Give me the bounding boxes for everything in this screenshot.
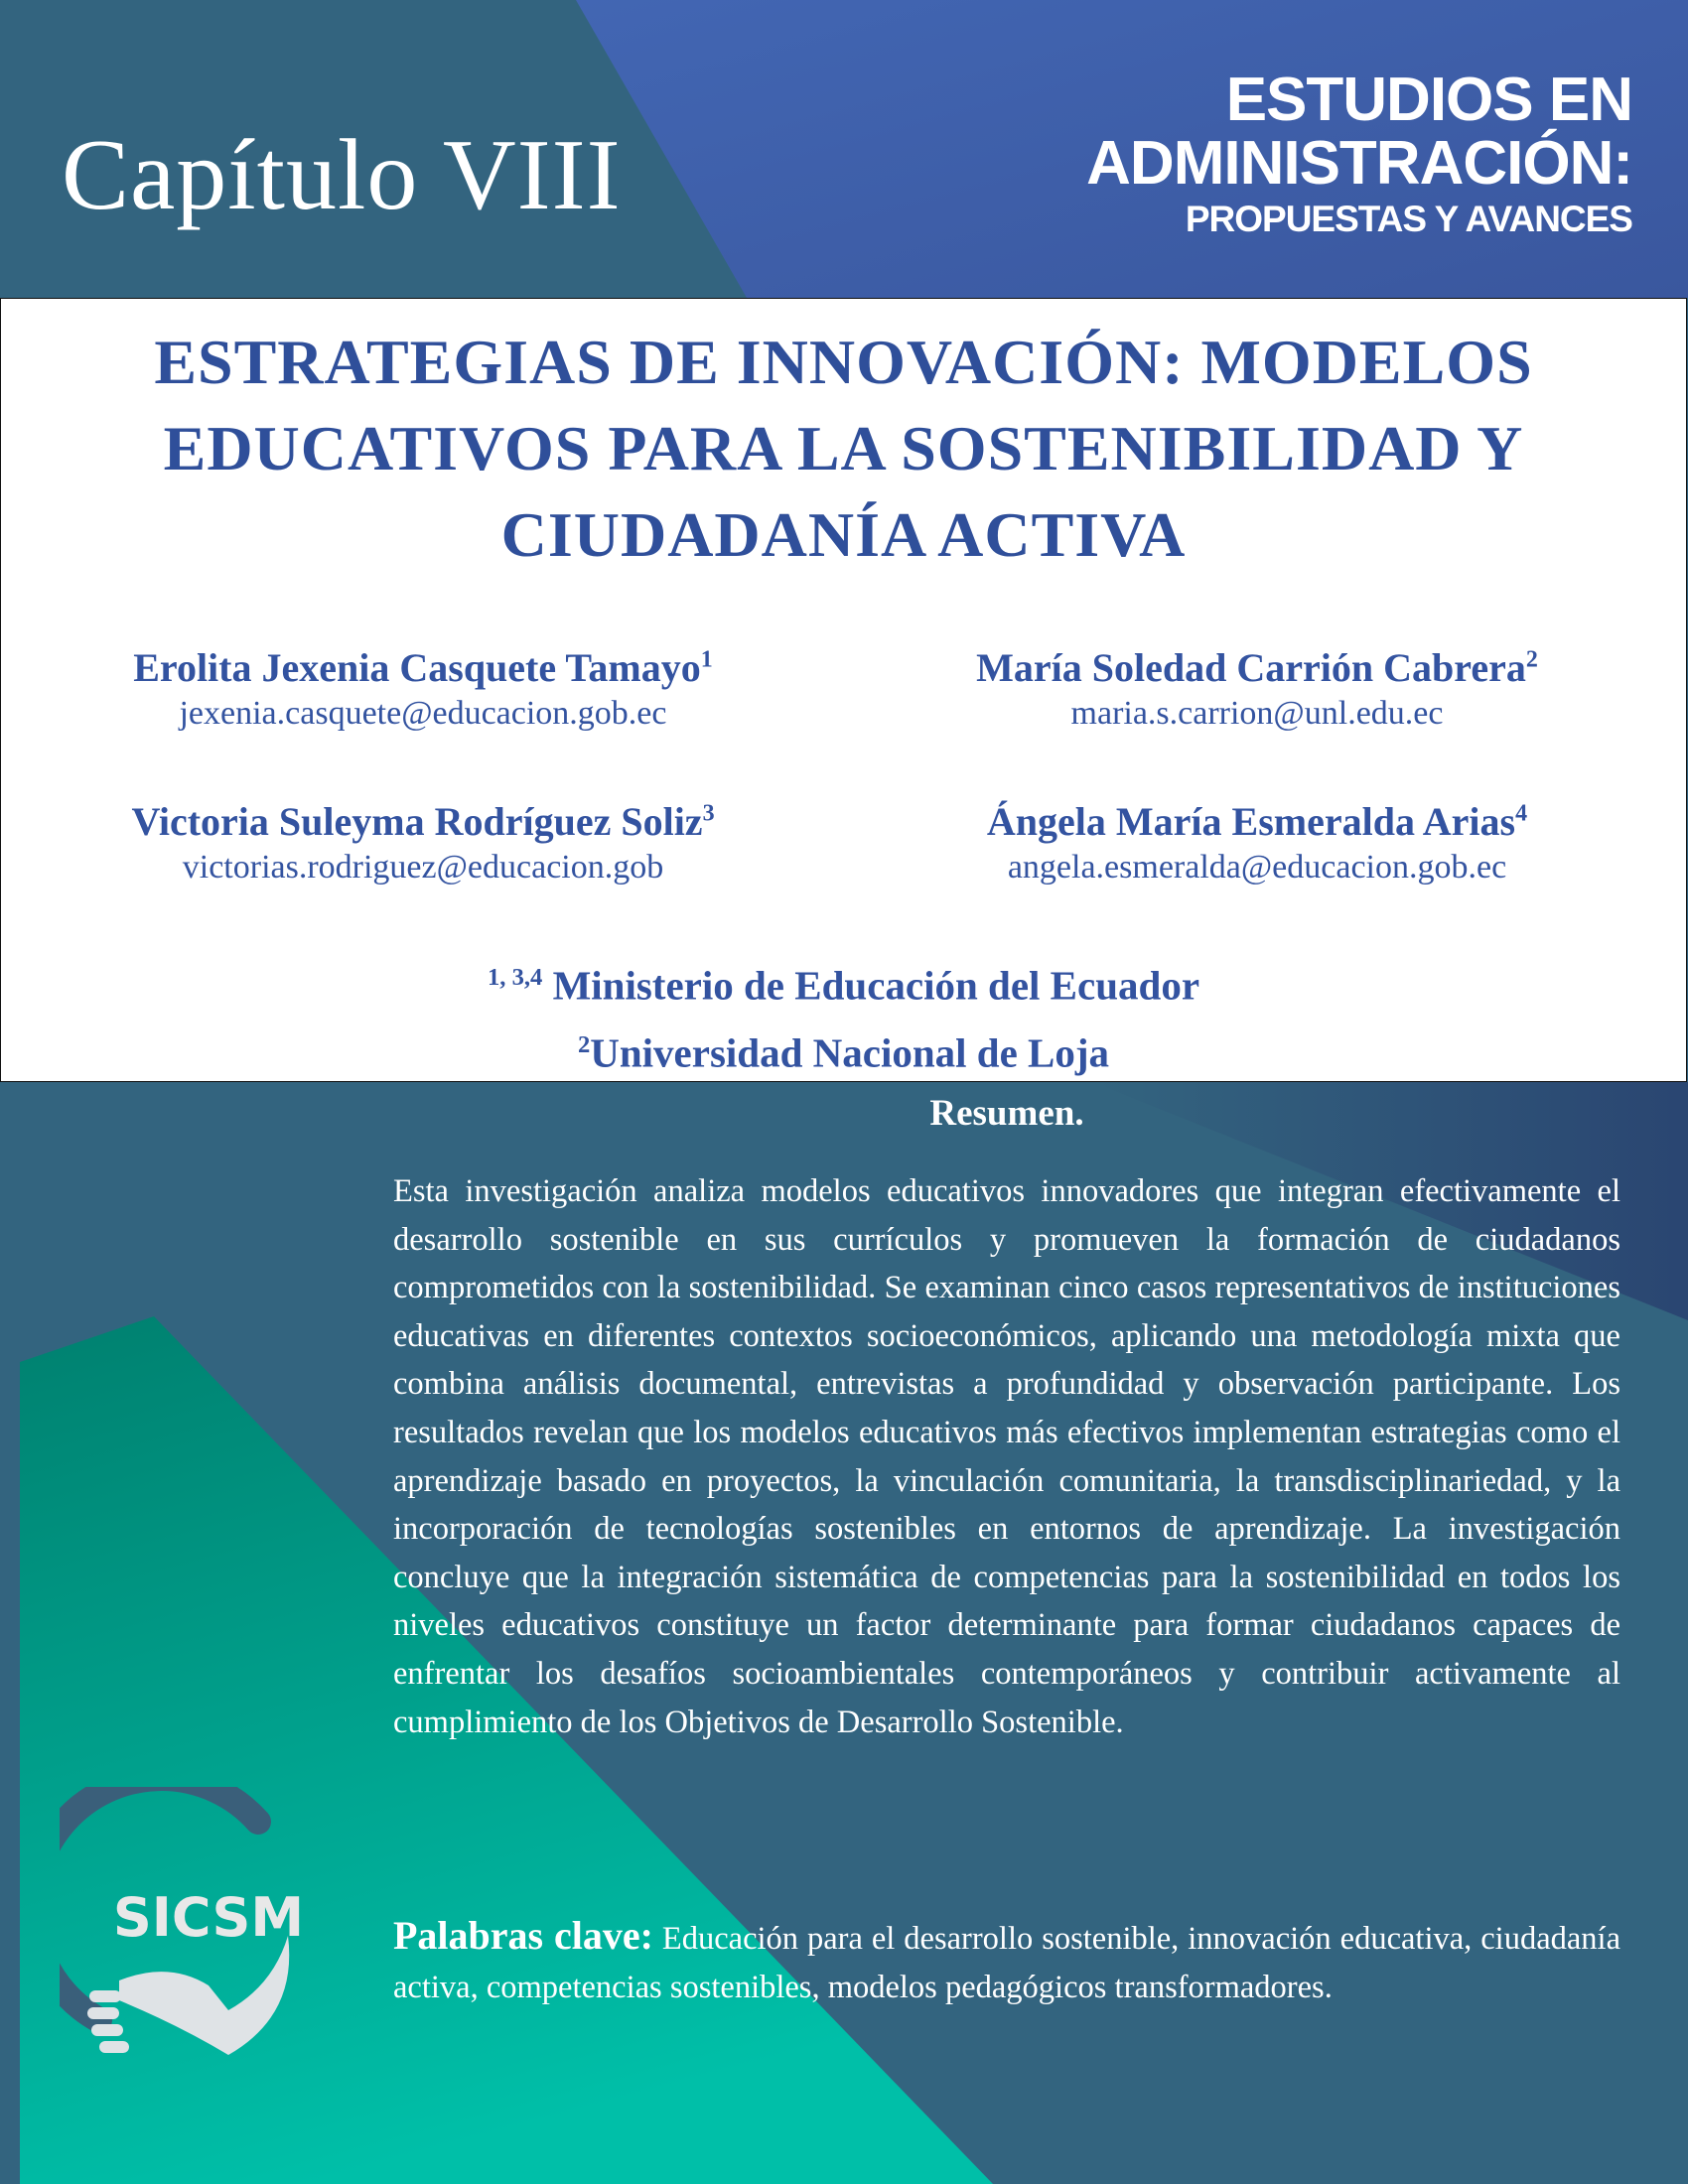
author-sup: 2 [1525,646,1538,673]
author-email[interactable]: angela.esmeralda@educacion.gob.ec [1007,849,1507,886]
chapter-label: Capítulo VIII [62,119,622,231]
author-sup: 1 [700,646,713,673]
author-name: Victoria Suleyma Rodríguez Soliz [131,799,703,844]
affiliation-2 [1,1016,1686,1083]
book-series-title [1086,66,1632,239]
abstract-heading: Resumen. [929,1093,1084,1134]
title-card [0,298,1687,1082]
affiliation-name: Ministerio de Educación del Ecuador [542,962,1200,1009]
affiliations [1,948,1686,1082]
affiliation-name: Universidad Nacional de Loja [590,1029,1110,1076]
author-2 [835,644,1679,733]
abstract-text: Esta investigación analiza modelos educativos innovadores que integran efectivamente el desarrollo sostenible en sus currículos y promueven la formación de ciudadanos comprometidos con la sostenibilidad. Se examinan cinco casos representativos de instituciones educativas en diferentes contextos socioeconómicos, aplicando una metodología mixta que combina análisis documental, entrevistas a profundidad y observación participante. Los resultados revelan que los modelos educativos más efectivos implementan estrategias como el aprendizaje basado en proyectos, la vinculación comunitaria, la transdisciplinariedad, y la incorporación de tecnologías sostenibles en entornos de aprendizaje. La investigación concluye que la integración sistemática de competencias para la sostenibilidad en todos los niveles educativos constituye un factor determinante para formar ciudadanos capaces de enfrentar los desafíos socioambientales contemporáneos y contribuir activamente al cumplimiento de los Objetivos de Desarrollo Sostenible. [393,1173,1620,1740]
author-email[interactable]: jexenia.casquete@educacion.gob.ec [179,695,667,732]
author-4 [835,798,1679,887]
keywords [393,1911,1620,2012]
author-sup: 3 [702,800,715,827]
author-email[interactable]: victorias.rodriguez@educacion.gob [182,849,664,886]
series-line-1: ESTUDIOS EN [1225,66,1632,134]
chapter-title [1,319,1686,578]
affiliation-1 [1,948,1686,1016]
affiliation-sup: 1, 3,4 [487,964,543,991]
handshake-icon [119,1936,289,2055]
title-line: EDUCATIVOS PARA LA SOSTENIBILIDAD Y [163,413,1524,483]
author-name: Ángela María Esmeralda Arias [986,799,1516,844]
author-email[interactable]: maria.s.carrion@unl.edu.ec [1070,695,1444,732]
author-name: Erolita Jexenia Casquete Tamayo [133,645,701,690]
title-line: CIUDADANÍA ACTIVA [500,499,1187,570]
keywords-label: Palabras clave: [393,1913,653,1958]
series-line-2: ADMINISTRACIÓN: [1086,129,1632,198]
keywords-text: Educación para el desarrollo sostenible, innovación educativa, ciudadanía activa, competencias sostenibles, modelos pedagógicos transformadores. [393,1921,1620,2005]
title-line: ESTRATEGIAS DE INNOVACIÓN: MODELOS [154,327,1533,397]
series-line-3: PROPUESTAS Y AVANCES [1185,199,1632,239]
sicsm-logo [60,1787,357,2085]
author-3 [1,798,845,887]
author-1 [1,644,845,733]
logo-text: SICSM [112,1886,305,1949]
author-name: María Soledad Carrión Cabrera [976,645,1526,690]
affiliation-sup: 2 [577,1030,591,1058]
author-sup: 4 [1515,800,1528,827]
